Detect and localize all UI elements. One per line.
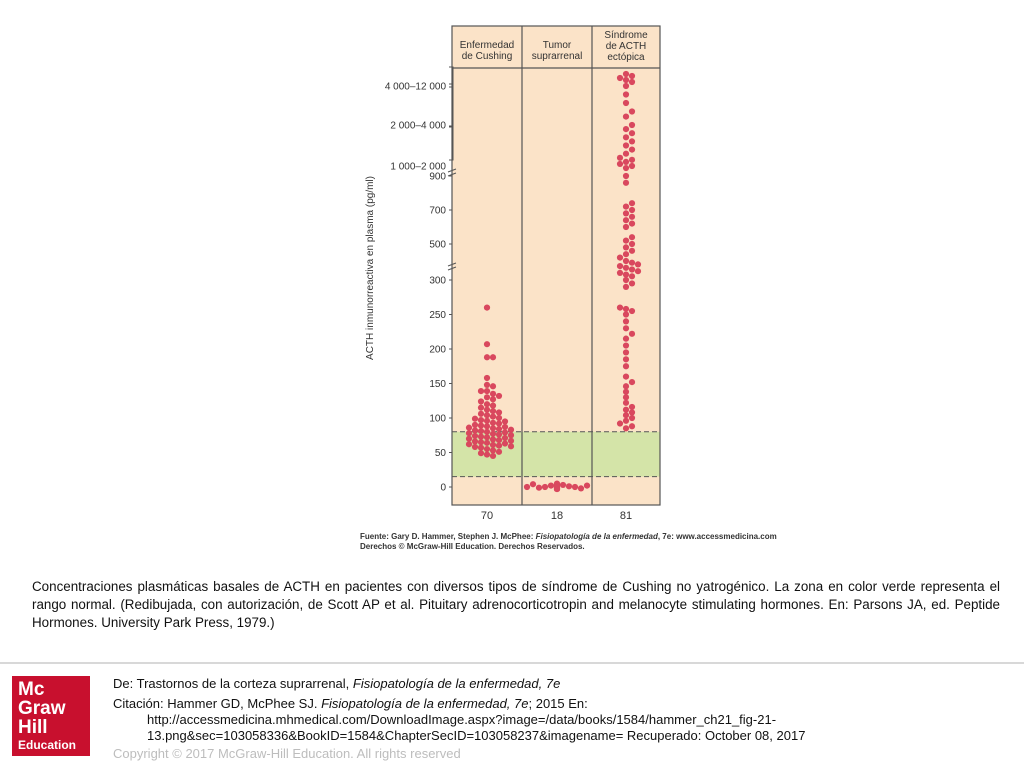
- data-point-series-3-75: [623, 91, 629, 97]
- data-point-series-1-69: [484, 451, 490, 457]
- data-point-series-3-15: [623, 374, 629, 380]
- data-point-series-1-70: [490, 453, 496, 459]
- data-point-series-3-72: [623, 114, 629, 120]
- data-point-series-3-76: [623, 83, 629, 89]
- data-point-series-1-23: [490, 414, 496, 420]
- data-point-series-3-57: [623, 173, 629, 179]
- data-point-series-1-51: [466, 436, 472, 442]
- data-point-series-3-3: [617, 420, 623, 426]
- data-point-series-3-78: [623, 77, 629, 83]
- data-point-series-1-16: [490, 402, 496, 408]
- data-point-series-1-20: [496, 409, 502, 415]
- data-point-series-3-50: [623, 217, 629, 223]
- data-point-series-1-14: [478, 398, 484, 404]
- data-point-series-2-2: [560, 482, 566, 488]
- data-point-series-1-21: [478, 411, 484, 417]
- data-point-series-3-74: [623, 100, 629, 106]
- mcgraw-hill-logo: [12, 676, 90, 756]
- citation-suffix: ; 2015 En:: [528, 696, 588, 711]
- source-rights: Derechos © McGraw-Hill Education. Derechos Reservados.: [360, 542, 585, 551]
- data-point-series-1-44: [490, 431, 496, 437]
- data-point-series-3-32: [623, 272, 629, 278]
- data-point-series-3-69: [629, 130, 635, 136]
- data-point-series-3-29: [629, 280, 635, 286]
- data-point-series-3-56: [623, 180, 629, 186]
- category-header-2-line-2: suprarrenal: [531, 51, 583, 62]
- data-point-series-3-22: [623, 325, 629, 331]
- data-point-series-3-6: [623, 412, 629, 418]
- data-point-series-1-22: [484, 412, 490, 418]
- source-prefix: Fuente: Gary D. Hammer, Stephen J. McPhee:: [360, 532, 536, 541]
- source-book-title: Fisiopatología de la enfermedad: [535, 532, 658, 541]
- figure-caption: Concentraciones plasmáticas basales de ACTH en pacientes con diversos tipos de síndrome de Cushing no yatrogénico. La zona en color verde representa el rango normal. (Redibujada, con autorización, de Scott AP et al. Pituitary adrenocorticotropin and melanocyte stimulating hormones. En: Parsons JA, ed. Peptide Hormones. University Park Press, 1979.): [32, 579, 1000, 630]
- category-header-3-line-3: ectópica: [607, 52, 645, 63]
- data-point-series-1-45: [496, 431, 502, 437]
- y-tick-label-1: 0: [440, 482, 446, 494]
- data-point-series-1-15: [484, 401, 490, 407]
- y-tick-label-6: 250: [429, 310, 446, 321]
- from-prefix: De: Trastornos de la corteza suprarrenal,: [113, 676, 353, 691]
- data-point-series-1-29: [490, 420, 496, 426]
- data-point-series-1-64: [478, 445, 484, 451]
- data-point-series-2-8: [578, 485, 584, 491]
- data-point-series-3-30: [623, 277, 629, 283]
- data-point-series-3-64: [623, 151, 629, 157]
- data-point-series-3-12: [623, 389, 629, 395]
- data-point-series-1-7: [490, 383, 496, 389]
- data-point-series-3-41: [617, 255, 623, 261]
- data-point-series-3-45: [629, 241, 635, 247]
- data-point-series-1-2: [484, 341, 490, 347]
- data-point-series-3-5: [629, 415, 635, 421]
- data-point-series-1-9: [478, 388, 484, 394]
- logo-line-2: Graw: [18, 698, 66, 719]
- data-point-series-1-4: [490, 354, 496, 360]
- data-point-series-1-67: [496, 449, 502, 455]
- data-point-series-3-18: [623, 349, 629, 355]
- data-point-series-1-36: [490, 425, 496, 431]
- data-point-series-1-58: [502, 440, 508, 446]
- data-point-series-3-46: [623, 238, 629, 244]
- footer-divider: [0, 662, 1024, 664]
- y-tick-label-9: 700: [429, 205, 446, 217]
- data-point-series-3-59: [629, 163, 635, 169]
- y-tick-label-7: 300: [429, 275, 446, 287]
- data-point-series-1-59: [466, 441, 472, 447]
- data-point-series-1-50: [502, 435, 508, 441]
- data-point-series-2-5: [542, 484, 548, 490]
- y-tick-label-12: 2 000–4 000: [390, 120, 446, 132]
- data-point-series-3-34: [635, 268, 641, 274]
- data-point-series-3-60: [617, 161, 623, 167]
- data-point-series-1-40: [478, 428, 484, 434]
- data-point-series-1-6: [484, 382, 490, 388]
- data-point-series-1-34: [502, 424, 508, 430]
- logo-line-3: Hill: [18, 717, 48, 738]
- data-point-series-2-4: [566, 483, 572, 489]
- data-point-series-3-26: [623, 306, 629, 312]
- logo-line-4: Education: [18, 738, 77, 752]
- data-point-series-2-7: [536, 485, 542, 491]
- data-point-series-3-65: [629, 147, 635, 153]
- data-point-series-1-53: [496, 437, 502, 443]
- data-point-series-3-7: [629, 409, 635, 415]
- source-suffix: , 7e: www.accessmedicina.com: [657, 532, 777, 541]
- data-point-series-3-49: [629, 221, 635, 227]
- data-point-series-1-43: [466, 430, 472, 436]
- source-note: [360, 532, 777, 552]
- from-book: Fisiopatología de la enfermedad, 7e: [352, 676, 561, 691]
- data-point-series-1-61: [496, 443, 502, 449]
- data-point-series-3-9: [629, 404, 635, 410]
- category-header-1-line-1: Enfermedad: [459, 40, 515, 51]
- data-point-series-3-8: [623, 407, 629, 413]
- y-tick-label-8: 500: [429, 239, 446, 251]
- data-point-series-1-66: [490, 447, 496, 453]
- data-point-series-3-38: [635, 261, 641, 267]
- y-tick-label-11: 1 000–2 000: [390, 161, 446, 173]
- y-tick-label-13: 4 000–12 000: [384, 81, 446, 93]
- data-point-series-2-12: [524, 484, 530, 490]
- data-point-series-1-24: [496, 415, 502, 421]
- data-point-series-3-47: [629, 234, 635, 240]
- from-line: [113, 676, 560, 692]
- data-point-series-3-14: [629, 379, 635, 385]
- data-point-series-1-48: [478, 434, 484, 440]
- data-point-series-3-11: [623, 394, 629, 400]
- category-header-1-line-2: de Cushing: [461, 51, 513, 62]
- data-point-series-1-49: [484, 434, 490, 440]
- citation-url[interactable]: http://accessmedicina.mhmedical.com/DownloadImage.aspx?image=/data/books/1584/hammer_ch21_fig-21-13.png&sec=103058336&BookID=1584&ChapterSecID=103058237&imagename= Recuperado: October 08, 2017: [147, 712, 806, 743]
- data-point-series-3-37: [617, 263, 623, 269]
- data-point-series-3-1: [623, 425, 629, 431]
- data-point-series-1-68: [478, 450, 484, 456]
- data-point-series-3-28: [623, 284, 629, 290]
- category-header-3-line-1: Síndrome: [604, 30, 648, 41]
- data-point-series-1-38: [508, 427, 514, 433]
- copyright: Copyright © 2017 McGraw-Hill Education. All rights reserved: [113, 746, 461, 761]
- data-point-series-1-54: [508, 438, 514, 444]
- data-point-series-3-61: [623, 159, 629, 165]
- data-point-series-3-13: [623, 383, 629, 389]
- data-point-series-2-11: [584, 483, 590, 489]
- data-point-series-3-79: [617, 75, 623, 81]
- data-point-series-1-46: [508, 432, 514, 438]
- data-point-series-3-80: [629, 73, 635, 79]
- y-tick-label-10: 900: [429, 171, 446, 183]
- data-point-series-1-60: [490, 442, 496, 448]
- data-point-series-3-16: [623, 363, 629, 369]
- data-point-series-1-33: [484, 423, 490, 429]
- logo-line-1: Mc: [18, 679, 45, 700]
- data-point-series-3-66: [623, 142, 629, 148]
- citation-prefix: Citación: Hammer GD, McPhee SJ.: [113, 696, 322, 711]
- data-point-series-3-43: [629, 248, 635, 254]
- data-point-series-1-52: [490, 436, 496, 442]
- data-point-series-1-65: [484, 446, 490, 452]
- data-point-series-3-19: [623, 342, 629, 348]
- data-point-series-1-28: [502, 418, 508, 424]
- data-point-series-3-23: [623, 318, 629, 324]
- data-point-series-1-32: [478, 422, 484, 428]
- data-point-series-1-1: [484, 305, 490, 311]
- data-point-series-1-63: [472, 444, 478, 450]
- data-point-series-1-30: [496, 420, 502, 426]
- data-point-series-2-18: [554, 484, 560, 490]
- data-point-series-3-55: [629, 200, 635, 206]
- category-header-3-line-2: de ACTH: [605, 41, 647, 52]
- data-point-series-3-24: [623, 311, 629, 317]
- data-point-series-1-39: [472, 427, 478, 433]
- data-point-series-3-35: [629, 266, 635, 272]
- data-point-series-1-3: [484, 354, 490, 360]
- data-point-series-1-18: [484, 407, 490, 413]
- data-point-series-3-21: [629, 331, 635, 337]
- data-point-series-2-6: [572, 484, 578, 490]
- data-point-series-1-41: [484, 429, 490, 435]
- data-point-series-3-67: [629, 138, 635, 144]
- data-point-series-3-71: [629, 122, 635, 128]
- citation-book: Fisiopatología de la enfermedad, 7e: [321, 696, 529, 711]
- data-point-series-3-39: [629, 260, 635, 266]
- data-point-series-3-42: [623, 251, 629, 257]
- data-point-series-3-81: [623, 71, 629, 77]
- data-point-series-1-12: [484, 394, 490, 400]
- data-point-series-3-25: [629, 308, 635, 314]
- citation: [113, 696, 993, 744]
- data-point-series-1-47: [472, 433, 478, 439]
- data-point-series-1-31: [472, 422, 478, 428]
- data-point-series-3-62: [629, 157, 635, 163]
- data-point-series-1-17: [478, 405, 484, 411]
- data-point-series-1-13: [490, 396, 496, 402]
- data-point-series-2-3: [548, 483, 554, 489]
- data-point-series-1-56: [478, 439, 484, 445]
- y-tick-label-5: 200: [429, 344, 446, 356]
- data-point-series-1-8: [484, 388, 490, 394]
- data-point-series-3-40: [623, 258, 629, 264]
- data-point-series-3-44: [623, 244, 629, 250]
- y-tick-label-2: 50: [434, 448, 446, 459]
- data-point-series-1-26: [478, 417, 484, 423]
- data-point-series-3-4: [623, 418, 629, 424]
- category-count-1: 70: [480, 510, 494, 522]
- y-axis-title: ACTH inmunorreactiva en plasma (pg/ml): [365, 176, 376, 360]
- data-point-series-3-27: [617, 305, 623, 311]
- data-point-series-1-37: [496, 426, 502, 432]
- data-point-series-1-42: [502, 429, 508, 435]
- data-point-series-3-20: [623, 336, 629, 342]
- data-point-series-3-68: [623, 134, 629, 140]
- data-point-series-2-10: [530, 481, 536, 487]
- data-point-series-3-51: [629, 214, 635, 220]
- data-point-series-3-58: [623, 165, 629, 171]
- data-point-series-3-52: [623, 210, 629, 216]
- data-point-series-3-54: [623, 204, 629, 210]
- data-point-series-1-11: [496, 393, 502, 399]
- y-tick-label-4: 150: [429, 379, 446, 390]
- category-count-2: 18: [550, 510, 564, 522]
- y-tick-label-3: 100: [429, 413, 446, 425]
- data-point-series-3-10: [623, 400, 629, 406]
- data-point-series-1-27: [484, 418, 490, 424]
- data-point-series-3-73: [629, 108, 635, 114]
- data-point-series-3-33: [617, 270, 623, 276]
- data-point-series-3-77: [629, 79, 635, 85]
- data-point-series-1-57: [484, 440, 490, 446]
- data-point-series-3-36: [623, 265, 629, 271]
- data-point-series-1-35: [466, 425, 472, 431]
- data-point-series-3-70: [623, 126, 629, 132]
- data-point-series-3-31: [629, 273, 635, 279]
- category-count-3: 81: [619, 510, 633, 522]
- data-point-series-1-25: [472, 416, 478, 422]
- category-header-2-line-1: Tumor: [542, 40, 572, 51]
- data-point-series-1-55: [472, 438, 478, 444]
- data-point-series-1-19: [490, 408, 496, 414]
- data-point-series-1-62: [508, 443, 514, 449]
- data-point-series-3-17: [623, 356, 629, 362]
- data-point-series-1-5: [484, 375, 490, 381]
- data-point-series-3-53: [629, 207, 635, 213]
- data-point-series-3-63: [617, 155, 623, 161]
- data-point-series-3-48: [623, 224, 629, 230]
- data-point-series-3-2: [629, 423, 635, 429]
- data-point-series-1-10: [490, 391, 496, 397]
